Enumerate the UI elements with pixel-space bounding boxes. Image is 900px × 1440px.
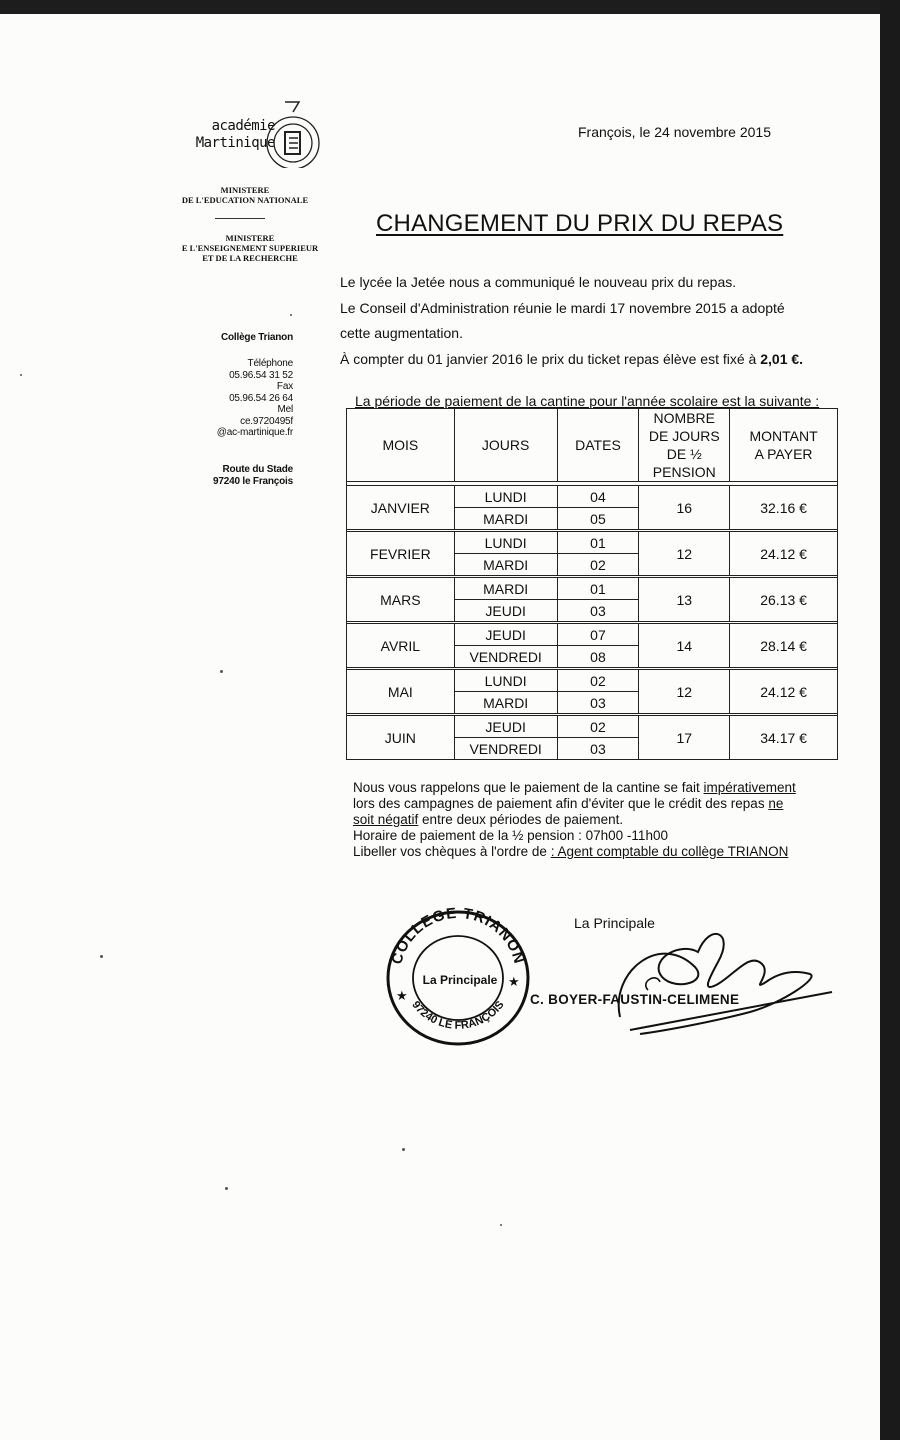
ministry2-line1: MINISTERE [225,233,275,243]
postal-address [150,464,293,487]
row-day: LUNDI [454,670,557,692]
row-month: MAI [347,670,455,714]
table-header-row [347,409,838,482]
price-sentence: À compter du 01 janvier 2016 le prix du ticket repas élève est fixé à [340,351,761,367]
ministry2-line2: E L'ENSEIGNEMENT SUPERIEUR [181,243,319,253]
scan-speck [225,1187,228,1190]
ministry-divider [215,218,265,219]
row-pension-days: 16 [639,486,730,530]
academie-logo [195,78,330,173]
row-pension-days: 13 [639,578,730,622]
meal-price: 2,01 €. [760,351,804,367]
row-day: VENDREDI [454,646,557,668]
row-month: AVRIL [347,624,455,668]
row-month: JUIN [347,716,455,760]
row-day: VENDREDI [454,738,557,760]
row-date: 02 [557,670,639,692]
body-line-4 [340,346,803,372]
ministry-higher-education [160,233,340,263]
address-line2: 97240 le François [213,475,293,487]
notice-line-4: Horaire de paiement de la ½ pension : 07h00 -11h00 [353,828,668,843]
window-top-bar [0,0,900,14]
row-date: 02 [557,716,639,738]
college-name: Collège Trianon [220,332,293,343]
row-day: MARDI [454,554,557,576]
row-pension-days: 12 [639,532,730,576]
row-date: 03 [557,692,639,714]
fax-label: Fax [276,381,293,392]
academie-emblem-icon [265,88,325,168]
row-day: MARDI [454,692,557,714]
stamp-ring-top: COLLEGE TRIANON [388,904,528,967]
row-amount: 32.16 € [730,486,838,530]
svg-text:97240 LE FRANÇOIS [409,999,506,1032]
body-line-3: cette augmentation. [340,325,463,341]
page-title: CHANGEMENT DU PRIX DU REPAS [376,210,784,237]
signer-name: C. BOYER-FAUSTIN-CELIMENE [530,992,740,1007]
header-dates: DATES [557,409,639,482]
place-and-date: François, le 24 novembre 2015 [578,124,771,140]
header-pension-days: NOMBRE DE JOURS DE ½ PENSION [639,409,730,482]
scan-speck [220,670,223,673]
row-pension-days: 17 [639,716,730,760]
ministry-education [155,185,335,205]
row-amount: 34.17 € [730,716,838,760]
notice-line-3: soit négatif entre deux périodes de paiement. [353,812,624,827]
ministry1-line2: DE L'EDUCATION NATIONALE [181,195,309,205]
mail-user: ce.9720495f [240,415,293,427]
logo-line-academie: académie [211,118,275,134]
scan-speck [100,955,103,958]
header-month: MOIS [347,409,455,482]
phone-label: Téléphone [247,358,293,369]
table-row [347,532,838,554]
row-date: 03 [557,738,639,760]
college-stamp [378,898,538,1048]
body-line-1: Le lycée la Jetée nous a communiqué le nouveau prix du repas. [340,274,737,290]
table-row [347,670,838,692]
row-date: 03 [557,600,639,622]
row-day: JEUDI [454,716,557,738]
row-day: JEUDI [454,624,557,646]
body-line-2: Le Conseil d'Administration réunie le mardi 17 novembre 2015 a adopté [340,300,785,316]
row-day: LUNDI [454,486,557,508]
row-amount: 24.12 € [730,670,838,714]
scan-speck [290,314,292,316]
fax-number: 05.96.54 26 64 [229,392,293,404]
row-date: 07 [557,624,639,646]
mail-label: Mel [277,404,293,415]
row-date: 04 [557,486,639,508]
row-amount: 24.12 € [730,532,838,576]
row-day: LUNDI [454,532,557,554]
table-row [347,578,838,600]
scan-speck [20,374,22,376]
stamp-star-left-icon: ★ [396,988,408,1003]
notice-line-5: Libeller vos chèques à l'ordre de : Agent comptable du collège TRIANON [353,844,789,859]
mail-domain: @ac-martinique.fr [216,427,293,438]
row-day: MARDI [454,578,557,600]
row-month: FEVRIER [347,532,455,576]
table-row [347,624,838,646]
row-amount: 28.14 € [730,624,838,668]
row-date: 01 [557,532,639,554]
row-day: MARDI [454,508,557,530]
row-date: 02 [557,554,639,576]
notice-line-2: lors des campagnes de paiement afin d'éviter que le crédit des repas ne [353,796,784,811]
row-month: JANVIER [347,486,455,530]
scan-speck [500,1224,502,1226]
row-day: JEUDI [454,600,557,622]
address-line1: Route du Stade [222,464,293,475]
header-amount: MONTANT A PAYER [730,409,838,482]
row-month: MARS [347,578,455,622]
scan-speck [402,1148,405,1151]
window-right-edge [880,0,900,1440]
row-date: 05 [557,508,639,530]
table-row [347,486,838,508]
row-date: 01 [557,578,639,600]
header-days: JOURS [454,409,557,482]
handwritten-signature [600,912,840,1042]
table-row [347,716,838,738]
row-pension-days: 12 [639,670,730,714]
table-caption: La période de paiement de la cantine pour l'année scolaire est la suivante : [355,393,820,409]
logo-line-martinique: Martinique [195,135,275,151]
stamp-center-text: La Principale [422,973,498,987]
ministry2-line3: ET DE LA RECHERCHE [202,253,298,263]
row-amount: 26.13 € [730,578,838,622]
notice-line-1: Nous vous rappelons que le paiement de la cantine se fait impérativement [353,780,796,795]
stamp-star-right-icon: ★ [508,974,520,989]
stamp-ring-bottom: 97240 LE FRANÇOIS [409,998,507,1032]
payment-schedule-table [346,408,838,760]
phone-number: 05.96.54 31 52 [229,369,293,381]
row-pension-days: 14 [639,624,730,668]
ministry1-line1: MINISTERE [220,185,270,195]
scanned-document [0,14,880,1440]
row-date: 08 [557,646,639,668]
signer-title: La Principale [574,915,655,931]
contact-block [150,358,293,439]
payment-notice [353,780,853,860]
